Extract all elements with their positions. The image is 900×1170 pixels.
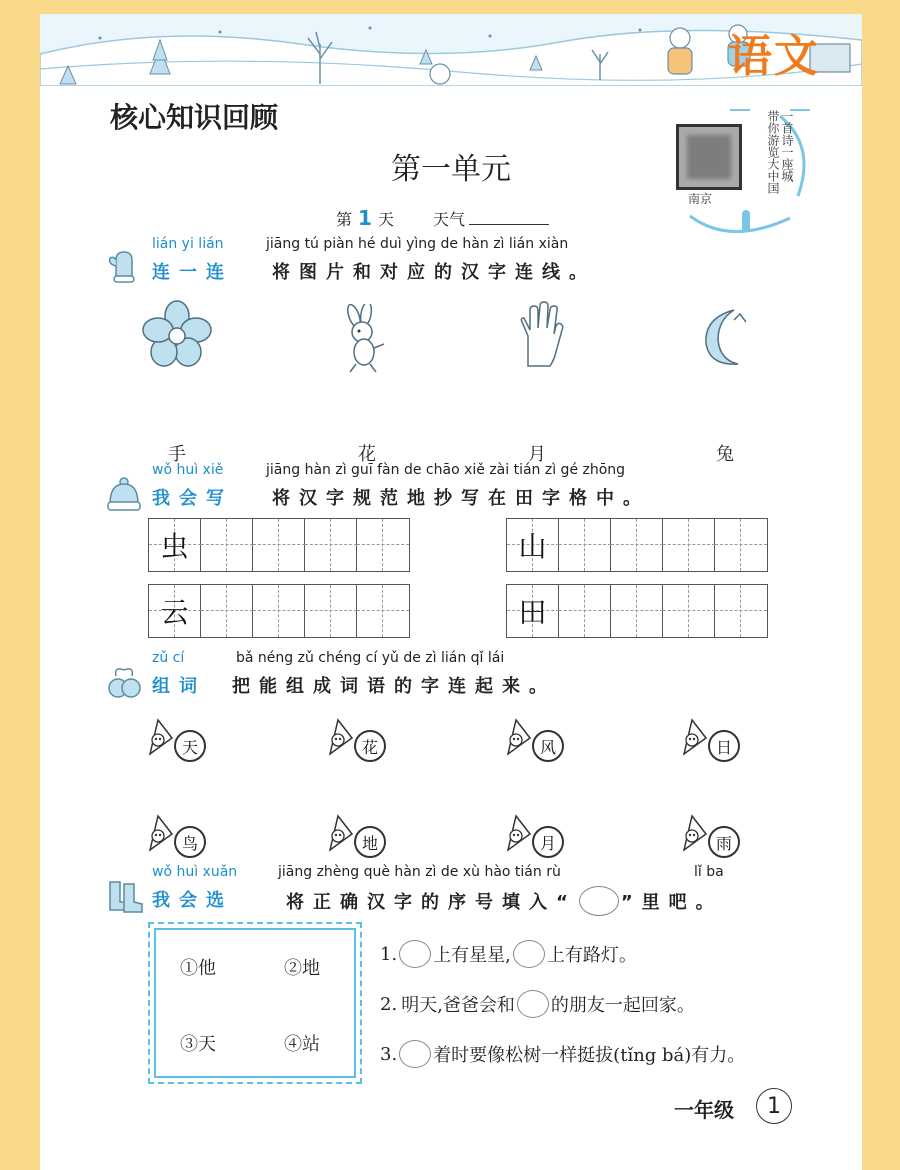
- sprout-icon: [146, 714, 178, 758]
- qr-caption: 一首诗一座城 带你游览大中国: [766, 110, 794, 194]
- writing-grid-row-1[interactable]: [148, 518, 410, 572]
- weather-label: 天气: [433, 210, 466, 229]
- sprout-icon: [146, 810, 178, 854]
- writing-grid-row-4[interactable]: [506, 584, 768, 638]
- snow-bell-icon: [104, 662, 144, 702]
- write-title: 我会写: [152, 488, 233, 509]
- choose-instruction: [286, 886, 723, 916]
- day-prefix: 第: [336, 210, 353, 229]
- grid-cell[interactable]: [663, 519, 715, 571]
- question-text: 上有路灯。: [546, 945, 637, 966]
- flower-picture[interactable]: [142, 300, 212, 370]
- option-4: ④站: [284, 1034, 320, 1055]
- grid-cell[interactable]: [663, 585, 715, 637]
- grid-cell[interactable]: [357, 519, 409, 571]
- word-sprout-top-4[interactable]: [680, 714, 740, 764]
- grade-label: 一年级: [674, 1098, 734, 1122]
- day-suffix: 天: [377, 210, 394, 229]
- question-text: 上有星星,: [433, 945, 511, 966]
- qr-code-area[interactable]: [670, 106, 820, 246]
- qr-city-label: 南京: [688, 192, 713, 206]
- connect-char-4[interactable]: 兔: [716, 444, 734, 465]
- grid-cell[interactable]: [253, 519, 305, 571]
- grid-cell-model: 云: [149, 585, 201, 637]
- grid-cell[interactable]: [559, 519, 611, 571]
- connect-char-3[interactable]: 月: [528, 444, 546, 465]
- grid-cell[interactable]: [715, 519, 767, 571]
- grid-cell[interactable]: [611, 519, 663, 571]
- words-instruction: 把能组成词语的字连起来。: [232, 676, 556, 697]
- weather-blank[interactable]: [469, 211, 549, 225]
- grid-cell-model: 虫: [149, 519, 201, 571]
- question-2: [380, 990, 695, 1018]
- grid-cell[interactable]: [305, 519, 357, 571]
- grid-cell[interactable]: [715, 585, 767, 637]
- word-sprout-bottom-4[interactable]: [680, 810, 740, 860]
- connect-instruction-pinyin: jiāng tú piàn hé duì yìng de hàn zì lián xiàn: [266, 236, 569, 252]
- option-2: ②地: [284, 958, 320, 979]
- question-1: [380, 940, 637, 968]
- words-title-pinyin: zǔ cí: [152, 650, 185, 666]
- choose-instruction-b: ”里吧。: [620, 892, 723, 913]
- question-text: 的朋友一起回家。: [550, 995, 695, 1016]
- answer-blank[interactable]: [399, 1040, 431, 1068]
- word-sprout-bottom-1[interactable]: [146, 810, 206, 860]
- word-sprout-bottom-2[interactable]: [326, 810, 386, 860]
- unit-title: 第一单元: [391, 152, 511, 187]
- write-title-pinyin: wǒ huì xiě: [152, 462, 224, 478]
- word-char: 日: [708, 730, 740, 762]
- sprout-icon: [326, 714, 358, 758]
- options-box: [154, 928, 356, 1078]
- section-title: 核心知识回顾: [110, 101, 279, 134]
- page-number: 1: [756, 1088, 792, 1124]
- mitten-icon: [104, 246, 144, 286]
- workbook-page: [40, 14, 862, 1170]
- write-instruction-pinyin: jiāng hàn zì guī fàn de chāo xiě zài tián zì gé zhōng: [266, 462, 626, 478]
- choose-title-pinyin: wǒ huì xuǎn: [152, 864, 238, 880]
- qr-code[interactable]: [676, 124, 742, 190]
- question-number: 3.: [380, 1043, 398, 1065]
- question-number: 2.: [380, 993, 398, 1015]
- writing-grid-row-2[interactable]: [506, 518, 768, 572]
- sprout-icon: [504, 810, 536, 854]
- sprout-icon: [680, 810, 712, 854]
- grid-cell[interactable]: [253, 585, 305, 637]
- connect-char-1[interactable]: 手: [168, 444, 186, 465]
- word-char: 月: [532, 826, 564, 858]
- sprout-icon: [504, 714, 536, 758]
- word-sprout-top-2[interactable]: [326, 714, 386, 764]
- day-weather-line: [336, 206, 549, 230]
- choose-instruction-pinyin: jiāng zhèng què hàn zì de xù hào tián rù: [278, 864, 561, 880]
- connect-title: 连一连: [152, 262, 233, 283]
- grid-cell[interactable]: [611, 585, 663, 637]
- word-sprout-top-3[interactable]: [504, 714, 564, 764]
- word-char: 天: [174, 730, 206, 762]
- question-text: 着时要像松树一样挺拔(tǐng bá)有力。: [433, 1045, 746, 1066]
- writing-grid-row-3[interactable]: [148, 584, 410, 638]
- question-3: [380, 1040, 745, 1068]
- answer-blank[interactable]: [399, 940, 431, 968]
- connect-char-2[interactable]: 花: [358, 444, 376, 465]
- question-text: 明天,爸爸会和: [401, 995, 515, 1016]
- word-sprout-bottom-3[interactable]: [504, 810, 564, 860]
- word-char: 鸟: [174, 826, 206, 858]
- hand-picture[interactable]: [508, 300, 578, 370]
- answer-blank[interactable]: [517, 990, 549, 1018]
- word-char: 地: [354, 826, 386, 858]
- subject-label: 语文: [728, 31, 820, 82]
- words-title: 组词: [152, 676, 206, 697]
- grid-cell[interactable]: [305, 585, 357, 637]
- knit-hat-icon: [104, 474, 144, 514]
- option-3: ③天: [180, 1034, 216, 1055]
- words-instruction-pinyin: bǎ néng zǔ chéng cí yǔ de zì lián qǐ lái: [236, 650, 505, 666]
- choose-instruction-pinyin-tail: lǐ ba: [694, 864, 724, 880]
- answer-blank[interactable]: [513, 940, 545, 968]
- connect-instruction: 将图片和对应的汉字连线。: [272, 262, 596, 283]
- option-1: ①他: [180, 958, 216, 979]
- word-char: 花: [354, 730, 386, 762]
- rabbit-picture[interactable]: [332, 304, 402, 374]
- grid-cell[interactable]: [201, 519, 253, 571]
- sprout-icon: [326, 810, 358, 854]
- choose-instruction-a: 将正确汉字的序号填入“: [286, 892, 577, 913]
- grid-cell[interactable]: [201, 585, 253, 637]
- choose-title: 我会选: [152, 890, 233, 911]
- connect-title-pinyin: lián yi lián: [152, 236, 224, 252]
- grid-cell[interactable]: [357, 585, 409, 637]
- boots-icon: [104, 876, 144, 916]
- grid-cell-model: 山: [507, 519, 559, 571]
- grid-cell[interactable]: [559, 585, 611, 637]
- word-char: 风: [532, 730, 564, 762]
- sprout-icon: [680, 714, 712, 758]
- word-sprout-top-1[interactable]: [146, 714, 206, 764]
- day-number: 1: [358, 206, 372, 230]
- grid-cell-model: 田: [507, 585, 559, 637]
- question-number: 1.: [380, 943, 398, 965]
- moon-picture[interactable]: [690, 304, 760, 374]
- word-char: 雨: [708, 826, 740, 858]
- blank-example: [579, 886, 619, 916]
- write-instruction: 将汉字规范地抄写在田字格中。: [272, 488, 650, 509]
